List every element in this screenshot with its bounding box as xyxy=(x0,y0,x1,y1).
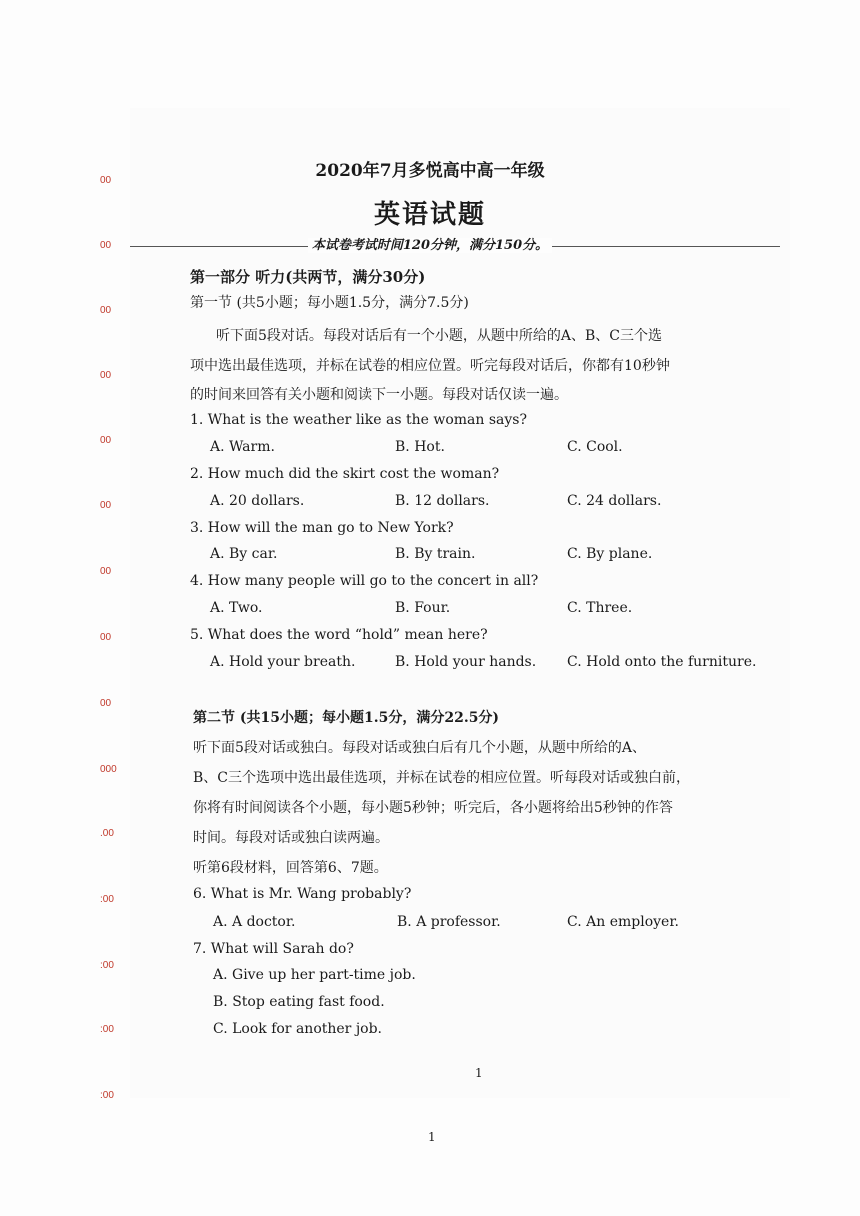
option-b: B. Hold your hands. xyxy=(395,654,537,670)
option-c: C. By plane. xyxy=(567,546,653,562)
page-number-outer: 1 xyxy=(428,1130,436,1144)
margin-mark: 00 xyxy=(100,240,112,251)
option-c: C. An employer. xyxy=(567,914,679,930)
option-b: B. By train. xyxy=(395,546,476,562)
section1-instruction: 的时间来回答有关小题和阅读下一小题。每段对话仅读一遍。 xyxy=(190,387,568,403)
exam-info-text: 本试卷考试时间120分钟，满分150分。 xyxy=(308,238,552,253)
margin-mark: 00 xyxy=(100,500,112,511)
section2-instruction: B、C三个选项中选出最佳选项，并标在试卷的相应位置。听每段对话或独白前， xyxy=(193,770,690,786)
exam-title: 2020年7月多悦高中高一年级 xyxy=(315,161,545,181)
option-b: B. Stop eating fast food. xyxy=(213,994,385,1010)
option-c: C. Look for another job. xyxy=(213,1021,382,1037)
margin-mark: :00 xyxy=(100,894,114,905)
question-text: 2. How much did the skirt cost the woman? xyxy=(190,466,500,482)
question-text: 4. How many people will go to the concert in all? xyxy=(190,573,539,589)
option-b: B. A professor. xyxy=(397,914,501,930)
option-a: A. Hold your breath. xyxy=(210,654,356,670)
option-b: B. Four. xyxy=(395,600,451,616)
margin-mark: :00 xyxy=(100,1024,114,1035)
option-c: C. Hold onto the furniture. xyxy=(567,654,757,670)
exam-info xyxy=(0,234,860,253)
option-c: C. Three. xyxy=(567,600,633,616)
margin-mark: :00 xyxy=(100,1090,114,1101)
page-number-inner: 1 xyxy=(475,1066,483,1080)
option-a: A. Give up her part-time job. xyxy=(213,967,416,983)
margin-mark: :00 xyxy=(100,960,114,971)
question-text: 1. What is the weather like as the woman says? xyxy=(190,412,527,428)
margin-mark: 00 xyxy=(100,698,112,709)
section1-heading: 第一节 (共5小题；每小题1.5分，满分7.5分) xyxy=(190,295,469,311)
option-a: A. Warm. xyxy=(210,439,275,455)
question-text: 6. What is Mr. Wang probably? xyxy=(193,886,412,902)
margin-mark: 00 xyxy=(100,370,112,381)
exam-subject: 英语试题 xyxy=(373,200,486,230)
question-text: 5. What does the word “hold” mean here? xyxy=(190,627,488,643)
option-c: C. 24 dollars. xyxy=(567,493,662,509)
section2-heading: 第二节 (共15小题；每小题1.5分，满分22.5分) xyxy=(193,710,500,726)
option-a: A. By car. xyxy=(210,546,278,562)
margin-mark: 00 xyxy=(100,435,112,446)
margin-mark: 00 xyxy=(100,632,112,643)
margin-mark: .00 xyxy=(100,828,114,839)
option-a: A. A doctor. xyxy=(213,914,296,930)
section1-instruction: 项中选出最佳选项，并标在试卷的相应位置。听完每段对话后，你都有10秒钟 xyxy=(190,358,670,374)
section1-instruction: 听下面5段对话。每段对话后有一个小题，从题中所给的A、B、C三个选 xyxy=(216,328,663,344)
option-b: B. Hot. xyxy=(395,439,445,455)
margin-mark: 00 xyxy=(100,566,112,577)
material-note: 听第6段材料，回答第6、7题。 xyxy=(193,860,388,876)
section2-instruction: 时间。每段对话或独白读两遍。 xyxy=(193,830,389,846)
question-text: 7. What will Sarah do? xyxy=(193,941,354,957)
margin-mark: 00 xyxy=(100,175,112,186)
question-text: 3. How will the man go to New York? xyxy=(190,520,454,536)
section2-instruction: 你将有时间阅读各个小题，每小题5秒钟；听完后，各小题将给出5秒钟的作答 xyxy=(193,800,673,816)
margin-mark: 00 xyxy=(100,305,112,316)
option-a: A. 20 dollars. xyxy=(210,493,305,509)
option-c: C. Cool. xyxy=(567,439,623,455)
option-b: B. 12 dollars. xyxy=(395,493,490,509)
part1-heading: 第一部分 听力(共两节，满分30分) xyxy=(190,268,426,286)
margin-mark: 000 xyxy=(100,764,117,775)
option-a: A. Two. xyxy=(210,600,263,616)
section2-instruction: 听下面5段对话或独白。每段对话或独白后有几个小题，从题中所给的A、 xyxy=(193,740,647,756)
